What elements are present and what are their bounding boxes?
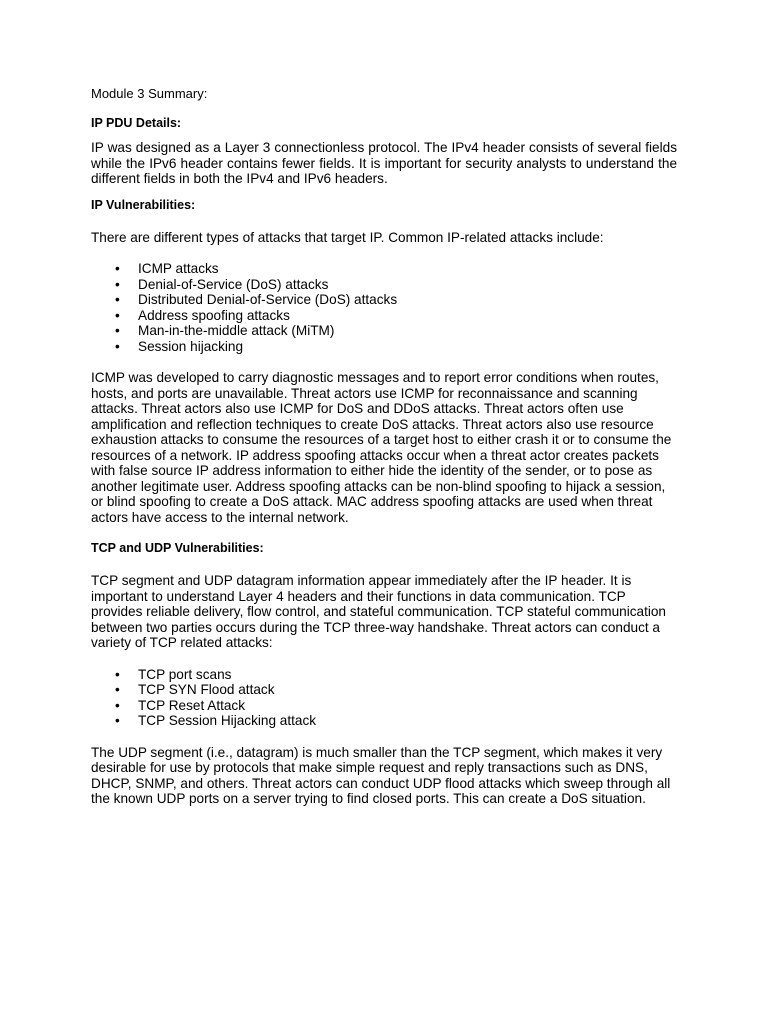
section-heading-ip-vulnerabilities: IP Vulnerabilities: bbox=[91, 197, 196, 212]
bullet-icon: • bbox=[115, 697, 120, 713]
list-item-text: ICMP attacks bbox=[138, 261, 219, 276]
list-item bbox=[91, 261, 677, 277]
list-item-text: TCP SYN Flood attack bbox=[138, 682, 275, 697]
paragraph-ip-vulnerabilities-body: ICMP was developed to carry diagnostic messages and to report error conditions when routes, hosts, and ports are unavailable. Threat actors use ICMP for reconnaissance and scanning attacks. Threat actors also use ICMP for DoS and DDoS attacks. Threat actors often use amplification and reflection techniques to create DoS attacks. Threat actors also use resource exhaustion attacks to consume the resources of a target host to either crash it or to consume the resources of a network. IP address spoofing attacks occur when a threat actor creates packets with false source IP address information to either hide the identity of the sender, or to pose as another legitimate user. Address spoofing attacks can be non-blind spoofing to hijack a session, or blind spoofing to create a DoS attack. MAC address spoofing attacks are used when threat actors have access to the internal network. bbox=[91, 370, 672, 525]
document-page bbox=[91, 86, 677, 807]
bullet-icon: • bbox=[115, 261, 120, 276]
bullet-icon: • bbox=[115, 666, 120, 682]
bullet-icon: • bbox=[115, 323, 120, 338]
section-heading-tcp-udp-vulnerabilities: TCP and UDP Vulnerabilities: bbox=[91, 541, 264, 555]
list-item bbox=[91, 277, 677, 293]
list-item bbox=[91, 713, 677, 729]
bullet-icon: • bbox=[115, 276, 120, 292]
list-item-text: TCP Session Hijacking attack bbox=[138, 713, 317, 728]
paragraph-ip-vulnerabilities-intro: There are different types of attacks that target IP. Common IP-related attacks include: bbox=[91, 229, 604, 245]
list-item bbox=[91, 308, 677, 324]
paragraph-tcp-udp-body: The UDP segment (i.e., datagram) is much smaller than the TCP segment, which makes it very desirable for use by protocols that make simple request and reply transactions such as DNS, DHCP, SNMP, and others. Threat actors can conduct UDP flood attacks which sweep through all the known UDP ports on a server trying to find closed ports. This can create a DoS situation. bbox=[91, 744, 671, 806]
list-item bbox=[91, 323, 677, 339]
list-item bbox=[91, 292, 677, 308]
list-item-text: TCP port scans bbox=[138, 666, 232, 682]
bullet-icon: • bbox=[115, 682, 120, 697]
document-title: Module 3 Summary: bbox=[91, 86, 208, 101]
list-item bbox=[91, 667, 677, 683]
bullet-list-ip-attacks bbox=[91, 261, 677, 354]
list-item-text: Distributed Denial-of-Service (DoS) attacks bbox=[138, 292, 398, 307]
paragraph-tcp-udp-intro: TCP segment and UDP datagram information appear immediately after the IP header. It is important to understand Layer 4 headers and their functions in data communication. TCP provides reliable delivery, flow control, and stateful communication. TCP stateful communication between two parties occurs during the TCP three-way handshake. Threat actors can conduct a variety of TCP related attacks: bbox=[91, 573, 666, 650]
list-item-text: Man-in-the-middle attack (MiTM) bbox=[138, 323, 335, 338]
list-item-text: TCP Reset Attack bbox=[138, 697, 246, 713]
list-item-text: Session hijacking bbox=[138, 338, 244, 354]
bullet-icon: • bbox=[115, 713, 120, 728]
list-item bbox=[91, 339, 677, 355]
list-item-text: Address spoofing attacks bbox=[138, 307, 290, 323]
list-item bbox=[91, 698, 677, 714]
bullet-icon: • bbox=[115, 292, 120, 307]
list-item bbox=[91, 682, 677, 698]
bullet-list-tcp-attacks bbox=[91, 667, 677, 729]
bullet-icon: • bbox=[115, 338, 120, 354]
list-item-text: Denial-of-Service (DoS) attacks bbox=[138, 276, 329, 292]
paragraph-ip-pdu: IP was designed as a Layer 3 connectionless protocol. The IPv4 header consists of several fields while the IPv6 header contains fewer fields. It is important for security analysts to understand the different fields in both the IPv4 and IPv6 headers. bbox=[91, 140, 677, 186]
section-heading-ip-pdu: IP PDU Details: bbox=[91, 116, 182, 130]
bullet-icon: • bbox=[115, 307, 120, 323]
